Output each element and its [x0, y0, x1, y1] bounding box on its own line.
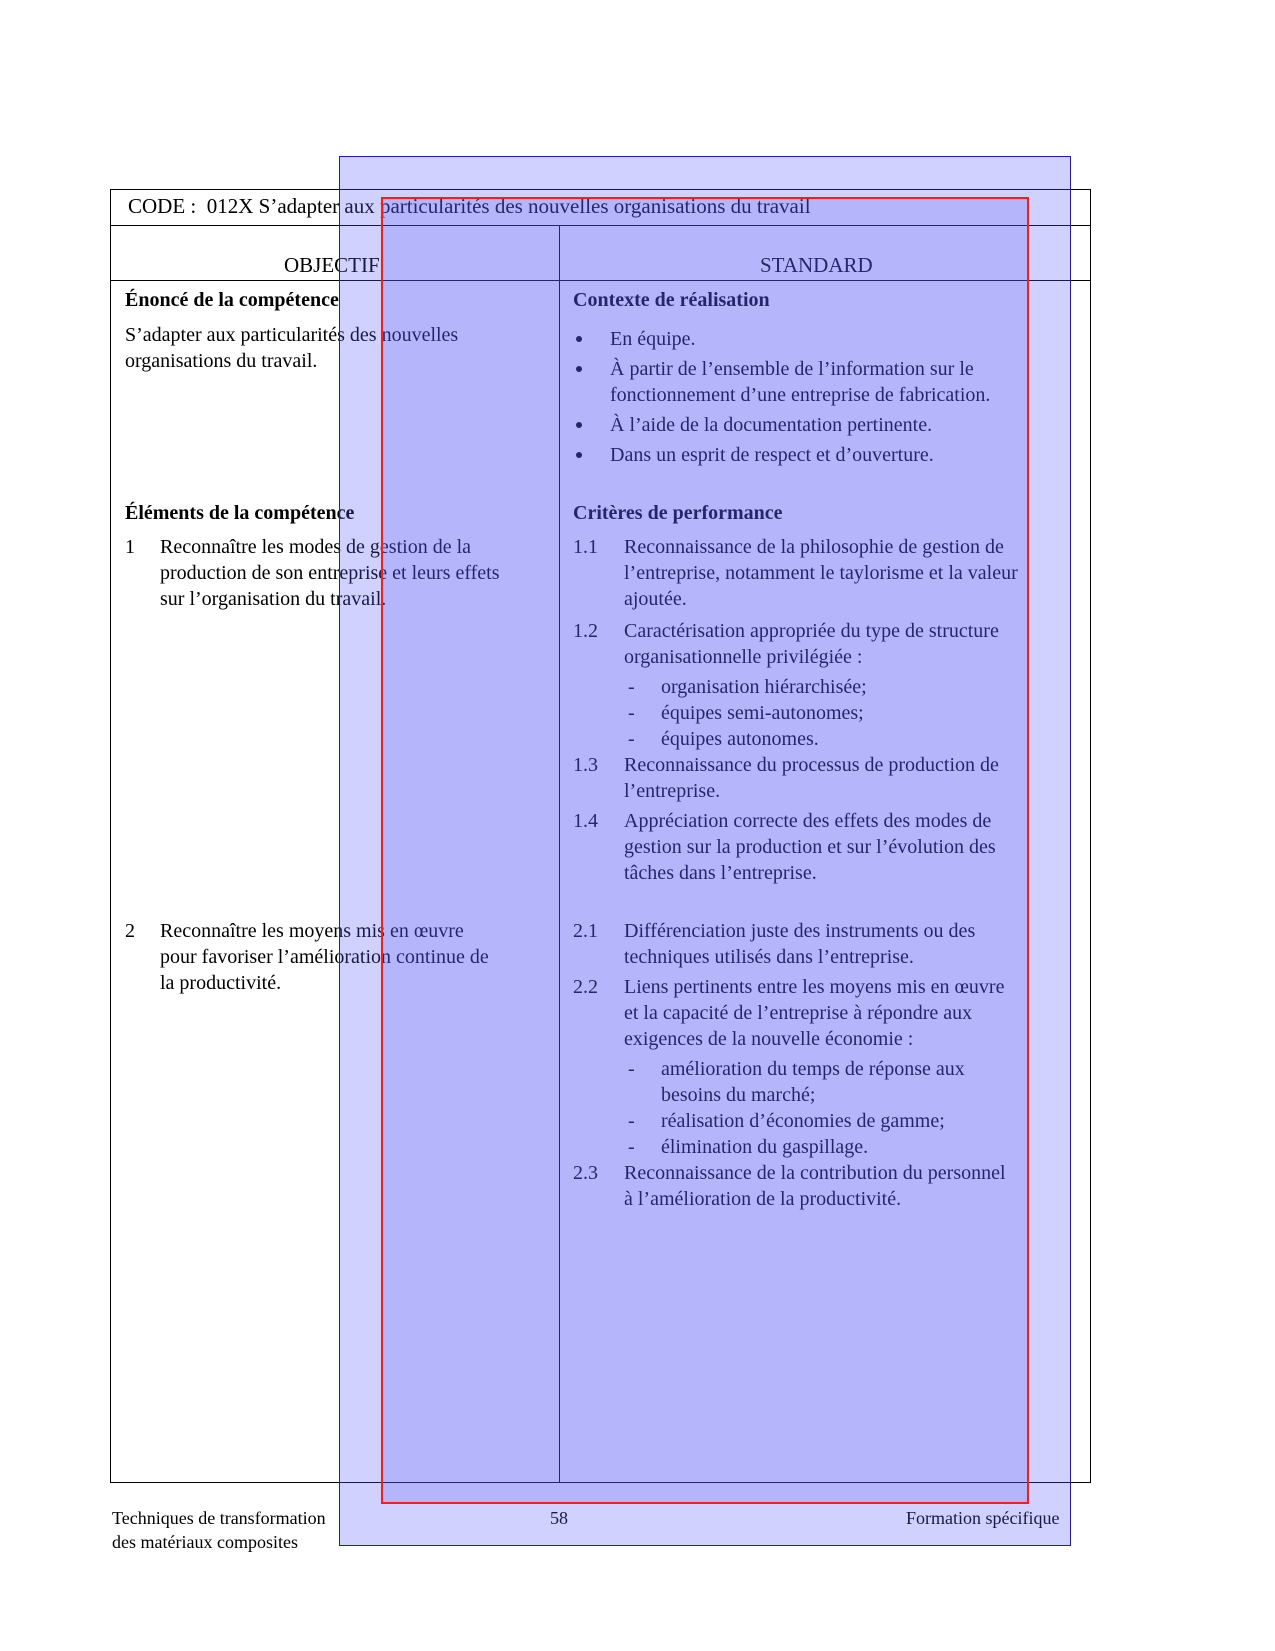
critere-line: à l’amélioration de la productivité. [624, 1188, 902, 1210]
critere-line: techniques utilisés dans l’entreprise. [624, 946, 914, 968]
code-label: CODE : [128, 194, 197, 218]
contexte-item-cont: fonctionnement d’une entreprise de fabrication. [610, 384, 991, 406]
critere-line: Caractérisation appropriée du type de structure [624, 620, 999, 642]
element-number: 1 [125, 536, 135, 558]
sub-dash: - [628, 1136, 635, 1158]
critere-subitem: réalisation d’économies de gamme; [661, 1110, 945, 1132]
critere-line: gestion sur la production et sur l’évolution des [624, 836, 996, 858]
element-line: sur l’organisation du travail. [160, 588, 387, 610]
footer-right: Formation spécifique [906, 1508, 1060, 1528]
element-line: Reconnaître les moyens mis en œuvre [160, 920, 464, 942]
sub-dash: - [628, 676, 635, 698]
sub-dash: - [628, 702, 635, 724]
elements-heading: Éléments de la compétence [125, 502, 355, 524]
sub-dash: - [628, 728, 635, 750]
element-line: Reconnaître les modes de gestion de la [160, 536, 472, 558]
critere-line: Reconnaissance de la philosophie de gestion de [624, 536, 1004, 558]
critere-line: tâches dans l’entreprise. [624, 862, 817, 884]
critere-number: 2.3 [573, 1162, 598, 1184]
column-standard: STANDARD [760, 253, 873, 277]
critere-line: organisationnelle privilégiée : [624, 646, 863, 668]
critere-subitem: équipes autonomes. [661, 728, 819, 750]
critere-line: ajoutée. [624, 588, 687, 610]
contexte-item: À partir de l’ensemble de l’information sur le [610, 358, 974, 380]
element-line: pour favoriser l’amélioration continue de [160, 946, 489, 968]
critere-number: 1.1 [573, 536, 598, 558]
critere-subitem: besoins du marché; [661, 1084, 816, 1106]
enonce-line: S’adapter aux particularités des nouvelles [125, 324, 459, 346]
column-objectif: OBJECTIF [284, 253, 380, 277]
critere-line: exigences de la nouvelle économie : [624, 1028, 914, 1050]
enonce-line: organisations du travail. [125, 350, 318, 372]
criteres-heading: Critères de performance [573, 502, 783, 524]
code-value: 012X S’adapter aux particularités des nouvelles organisations du travail [206, 194, 811, 218]
contexte-item: Dans un esprit de respect et d’ouverture. [610, 444, 934, 466]
element-line: production de son entreprise et leurs effets [160, 562, 500, 584]
critere-line: l’entreprise, notamment le taylorisme et la valeur [624, 562, 1018, 584]
critere-subitem: organisation hiérarchisée; [661, 676, 867, 698]
critere-line: Liens pertinents entre les moyens mis en œuvre [624, 976, 1005, 998]
critere-subitem: équipes semi-autonomes; [661, 702, 864, 724]
element-line: la productivité. [160, 972, 282, 994]
critere-line: Appréciation correcte des effets des modes de [624, 810, 992, 832]
enonce-heading: Énoncé de la compétence [125, 289, 339, 311]
footer-left-line-2: des matériaux composites [112, 1532, 298, 1552]
critere-number: 1.3 [573, 754, 598, 776]
critere-line: Reconnaissance du processus de production de [624, 754, 999, 776]
critere-line: et la capacité de l’entreprise à répondre aux [624, 1002, 973, 1024]
region-highlight-inner [381, 197, 1029, 1504]
sub-dash: - [628, 1058, 635, 1080]
critere-number: 1.2 [573, 620, 598, 642]
critere-line: l’entreprise. [624, 780, 721, 802]
contexte-item: En équipe. [610, 328, 696, 350]
contexte-heading: Contexte de réalisation [573, 289, 770, 311]
critere-subitem: élimination du gaspillage. [661, 1136, 869, 1158]
critere-line: Reconnaissance de la contribution du personnel [624, 1162, 1006, 1184]
critere-number: 1.4 [573, 810, 598, 832]
critere-number: 2.1 [573, 920, 598, 942]
footer-left-line-1: Techniques de transformation [112, 1508, 326, 1528]
sub-dash: - [628, 1110, 635, 1132]
critere-number: 2.2 [573, 976, 598, 998]
contexte-item: À l’aide de la documentation pertinente. [610, 414, 933, 436]
element-number: 2 [125, 920, 135, 942]
footer-page-number: 58 [550, 1508, 568, 1528]
critere-line: Différenciation juste des instruments ou des [624, 920, 976, 942]
critere-subitem: amélioration du temps de réponse aux [661, 1058, 965, 1080]
